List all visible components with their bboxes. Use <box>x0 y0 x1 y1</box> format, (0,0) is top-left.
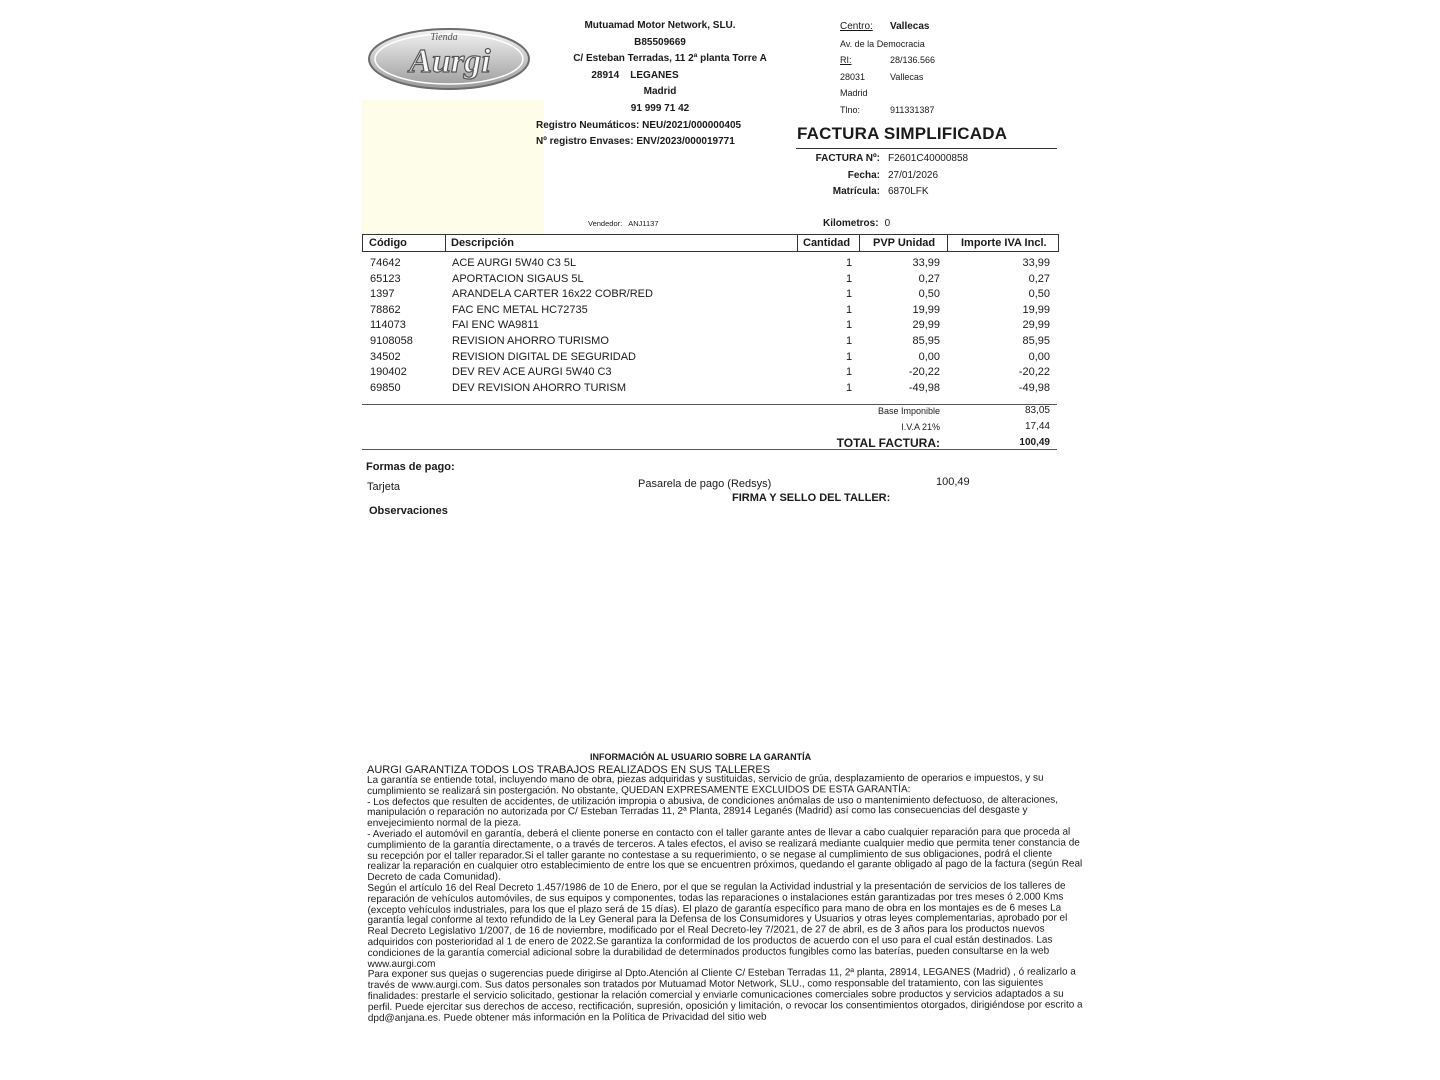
warranty-lead: AURGI GARANTIZA TODOS LOS TRABAJOS REALIZADOS EN SUS TALLERES <box>367 764 771 776</box>
row-description: REVISION AHORRO TURISMO <box>452 334 609 347</box>
centro-city: Vallecas <box>890 71 924 82</box>
row-quantity: 1 <box>846 381 853 394</box>
row-unit-price: 85,95 <box>912 334 940 347</box>
table-header <box>362 234 1059 252</box>
row-total: -49,98 <box>1018 381 1050 394</box>
row-code: 114073 <box>370 319 406 332</box>
registro-neumaticos: Registro Neumáticos: NEU/2021/000000405 <box>536 120 742 131</box>
registro-envases: Nº registro Envases: ENV/2023/000019771 <box>536 136 735 147</box>
header-descripcion: Descripción <box>451 237 514 249</box>
row-total: 85,95 <box>1022 334 1050 347</box>
table-row <box>362 351 1057 367</box>
row-code: 34502 <box>370 350 401 363</box>
factura-label: FACTURA Nº: <box>815 153 880 164</box>
company-name: Mutuamad Motor Network, SLU. <box>584 20 736 31</box>
warranty-body <box>367 773 1088 1024</box>
table-row <box>362 304 1057 320</box>
table-row <box>362 366 1057 382</box>
row-total: 19,99 <box>1022 303 1050 316</box>
base-label: Base Imponible <box>877 406 940 416</box>
header-importe: Importe IVA Incl. <box>961 237 1047 249</box>
centro-name: Vallecas <box>890 21 930 32</box>
factura-number: F2601C40000858 <box>888 153 969 164</box>
row-quantity: 1 <box>846 257 853 269</box>
payment-title: Formas de pago: <box>366 461 455 473</box>
row-description: REVISION DIGITAL DE SEGURIDAD <box>452 350 636 363</box>
iva-label: I.V.A 21% <box>901 422 940 432</box>
base-value: 83,05 <box>1024 405 1050 416</box>
company-info <box>560 18 767 118</box>
title-divider <box>796 148 1057 149</box>
iva-value: 17,44 <box>1024 421 1050 432</box>
row-description: FAI ENC WA9811 <box>452 319 539 332</box>
payment-amount: 100,49 <box>936 476 970 488</box>
row-quantity: 1 <box>846 288 853 301</box>
row-quantity: 1 <box>846 303 853 316</box>
row-total: 29,99 <box>1022 319 1050 332</box>
row-unit-price: 19,99 <box>912 303 940 316</box>
row-code: 1397 <box>370 288 395 301</box>
fecha-value: 27/01/2026 <box>888 169 939 181</box>
row-description: DEV REVISION AHORRO TURISM <box>452 381 626 394</box>
row-code: 78862 <box>370 303 401 316</box>
company-cif: B85509669 <box>634 36 686 48</box>
row-code: 9108058 <box>370 334 413 347</box>
row-quantity: 1 <box>846 319 853 332</box>
company-postcode-city: 28914 LEGANES <box>591 69 679 81</box>
warranty-paragraph: Para exponer sus quejas o sugerencias puede dirigirse al Dpto.Atención al Cliente C/ Esteban Terradas 11, 2ª planta, 28914, LEGANES (Madrid) , ó realizarlo a través de www.aurgi.com. Sus datos personales son tratados por Mutuamad Motor Network, SLU., como responsable del tratamiento, con las siguientes finalidades: prestarle el servicio solicitado, gestionar la relación comercial y enviarle comunicaciones comerciales sobre productos y servicios adaptados a su perfil. Puede ejercitar sus derechos de acceso, rectificación, supresión, oposición y limitación, o revocar los consentimientos otorgados, dirigiéndose por escrito a dpd@anjana.es. Puede obtener más información en la Política de Privacidad del sitio web <box>367 966 1083 1024</box>
row-description: FAC ENC METAL HC72735 <box>452 303 588 316</box>
signature-label: FIRMA Y SELLO DEL TALLER: <box>732 492 891 504</box>
warranty-paragraph: Según el artículo 16 del Real Decreto 1.457/1986 de 10 de Enero, por el que se regulan la Actividad industrial y la presentación de servicios de los talleres de reparación de vehículos automóviles, de sus equipos y componentes, todas las reparaciones o instalaciones están garantizadas por tres meses ó 2.000 Kms (excepto vehículos industriales, para los que el plazo será de 15 días). El plazo de garantía específico para mano de obra en los montajes es de 6 meses La garantía legal conforme al texto refundido de la Ley General para la Defensa de los Consumidores y Usuarios y otras leyes complementarias, aprobado por el Real Decreto Legislativo 1/2007, de 16 de noviembre, modificado por el Real Decreto-ley 7/2021, de 27 de abril, es de 3 años para los productos nuevos adquiridos con posterioridad al 1 de enero de 2022.Se garantiza la conformidad de los productos de acuerdo con el uso para el cual están destinados. Las condiciones de la garantía comercial adicional sobre la durabilidad de determinados productos fungibles como las baterías, pueden consultarse en la web www.aurgi.com <box>367 880 1068 970</box>
row-unit-price: 0,50 <box>918 288 940 301</box>
company-province: Madrid <box>643 86 677 98</box>
base-row <box>790 404 1052 420</box>
centro-postcode: 28031 <box>840 71 866 82</box>
km-label: Kilometros: <box>823 218 879 229</box>
warranty-paragraph: La garantía se entiende total, incluyendo mano de obra, piezas adquiridas y sustituidas, servicio de grúa, desplazamiento de operarios e impuestos, y su cumplimiento se realizará sin postergación. No obstante, QUEDAN EXPRESAMENTE EXCLUIDOS DE ESTA GARANTÍA: <box>366 772 1044 797</box>
row-unit-price: -20,22 <box>908 366 940 379</box>
header-cantidad: Cantidad <box>803 237 851 249</box>
header-pvp: PVP Unidad <box>873 237 936 249</box>
logo-small-text: Tienda <box>430 32 458 43</box>
km-value: 0 <box>884 218 891 229</box>
total-value: 100,49 <box>1019 437 1050 448</box>
table-row <box>362 273 1057 289</box>
logo-brand-text: Aurgi <box>409 43 491 80</box>
row-unit-price: 29,99 <box>912 319 940 332</box>
matricula-label: Matrícula: <box>832 186 880 198</box>
table-row <box>362 382 1057 398</box>
row-code: 74642 <box>370 257 401 269</box>
row-quantity: 1 <box>846 366 853 379</box>
row-total: 0,27 <box>1028 272 1050 285</box>
table-row <box>362 335 1057 351</box>
total-label: TOTAL FACTURA: <box>836 436 940 450</box>
table-row <box>362 257 1057 273</box>
centro-info <box>840 18 935 118</box>
row-total: 0,00 <box>1028 350 1050 363</box>
row-description: APORTACION SIGAUS 5L <box>452 272 584 285</box>
totals-block <box>790 404 1052 452</box>
totals-divider <box>362 449 1057 450</box>
invoice-lines <box>362 257 1057 397</box>
row-unit-price: 33,99 <box>912 257 940 269</box>
row-description: DEV REV ACE AURGI 5W40 C3 <box>452 366 612 379</box>
centro-label: Centro: <box>840 21 873 32</box>
row-code: 65123 <box>370 272 401 285</box>
fecha-label: Fecha: <box>847 169 880 181</box>
tlno-label: Tlno: <box>840 104 861 115</box>
row-unit-price: 0,27 <box>918 272 940 285</box>
header-codigo: Código <box>369 237 407 249</box>
ri-value: 28/136.566 <box>890 55 936 65</box>
kilometros <box>823 218 890 229</box>
row-quantity: 1 <box>846 350 853 363</box>
tlno-value: 911331387 <box>890 104 935 115</box>
registros <box>536 118 741 150</box>
row-total: 33,99 <box>1022 257 1050 269</box>
row-unit-price: 0,00 <box>918 350 940 363</box>
centro-province: Madrid <box>840 88 868 98</box>
row-code: 69850 <box>370 381 401 394</box>
row-code: 190402 <box>370 366 407 379</box>
row-description: ARANDELA CARTER 16x22 COBR/RED <box>452 288 653 301</box>
redacted-area <box>362 100 544 234</box>
ri-label: RI: <box>840 55 852 65</box>
row-total: 0,50 <box>1028 288 1050 301</box>
warranty-title: INFORMACIÓN AL USUARIO SOBRE LA GARANTÍA <box>590 752 812 762</box>
aurgi-logo <box>366 24 532 94</box>
row-quantity: 1 <box>846 334 853 347</box>
row-description: ACE AURGI 5W40 C3 5L <box>452 257 577 269</box>
vendedor-label: Vendedor: <box>588 219 623 228</box>
table-row <box>362 319 1057 335</box>
row-quantity: 1 <box>846 272 853 285</box>
vendedor <box>588 219 659 228</box>
company-address: C/ Esteban Terradas, 11 2ª planta Torre A <box>573 53 767 65</box>
payment-method: Tarjeta <box>367 481 401 493</box>
observaciones-label: Observaciones <box>369 505 448 517</box>
iva-row <box>790 420 1052 436</box>
centro-address: Av. de la Democracia <box>840 38 925 49</box>
company-phone: 91 999 71 42 <box>630 102 690 114</box>
row-unit-price: -49,98 <box>908 381 940 394</box>
invoice-meta <box>780 151 968 201</box>
vendedor-value: ANJ1137 <box>628 219 659 228</box>
table-row <box>362 288 1057 304</box>
warranty-paragraph: - Averiado el automóvil en garantía, deberá el cliente ponerse en contacto con el taller garante antes de llevar a cabo cualquier reparación para que proceda al cumplimiento de la garantía directamente, o a través de terceros. A tales efectos, el aviso se realizará mediante cualquier medio que permita tener constancia de su recepción por el taller reparador.Si el taller garante no contestase a su requerimiento, o se negase al cumplimiento de sus obligaciones, podrá el cliente realizar la reparación en cualquier otro establecimiento de entre los que se encuentren próximos, quedando el garante obligado al pago de la factura (según Real Decreto de cada Comunidad). <box>367 826 1083 884</box>
warranty-paragraph: - Los defectos que resulten de accidentes, de utilización impropia o abusiva, de condiciones anómalas de uso o mantenimiento defectuoso, de alteraciones, manipulación o reparación no autorizada por C/ Esteban Terradas 11, 2ª Planta, 28914 Leganés (Madrid) así como las consecuencias del desgaste y envejecimiento normal de la pieza. <box>367 794 1059 830</box>
matricula-value: 6870LFK <box>888 186 929 198</box>
payment-gateway: Pasarela de pago (Redsys) <box>638 478 772 490</box>
document-title: FACTURA SIMPLIFICADA <box>797 124 1008 143</box>
row-total: -20,22 <box>1018 366 1050 379</box>
